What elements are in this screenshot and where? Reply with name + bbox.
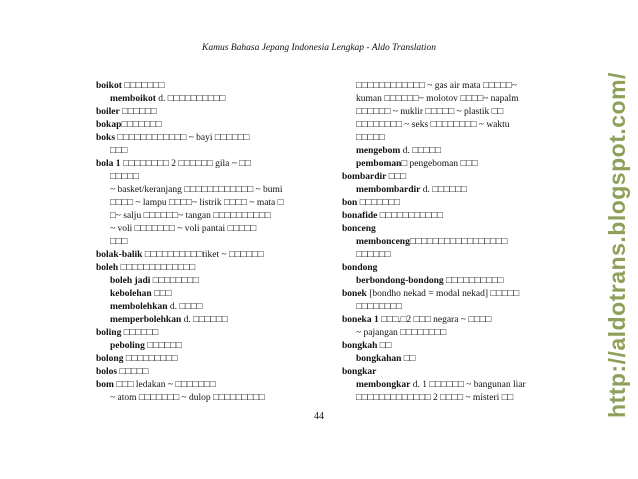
- entry-continuation: [342, 132, 574, 145]
- entry-headword: bolos: [96, 367, 118, 377]
- entry-headword: bonek: [342, 289, 367, 299]
- entry-continuation: [342, 106, 574, 119]
- entry-definition: □□□□□□□□□□□: [377, 211, 443, 221]
- dictionary-entry: [342, 314, 574, 327]
- entry-definition: ~ basket/keranjang □□□□□□□□□□□□ ~ bumi: [110, 185, 283, 195]
- entry-definition: □□□□□□: [119, 107, 157, 117]
- entry-headword: memboikot: [110, 94, 156, 104]
- entry-definition: □□□: [386, 172, 406, 182]
- entry-continuation: [342, 93, 574, 106]
- dictionary-entry: [96, 327, 330, 340]
- entry-definition: □□□: [110, 146, 128, 156]
- entry-definition: □□□□□□ ~ nuklir □□□□□ ~ plastik □□: [356, 107, 504, 117]
- entry-headword: membombardir: [356, 185, 421, 195]
- entry-continuation: [96, 392, 330, 405]
- dictionary-entry: [342, 236, 574, 249]
- dictionary-entry: [96, 379, 330, 392]
- entry-definition: □□: [401, 354, 416, 364]
- entry-continuation: [96, 197, 330, 210]
- entry-headword: bola 1: [96, 159, 121, 169]
- entry-continuation: [342, 119, 574, 132]
- entry-definition: □□□□□□: [356, 250, 391, 260]
- entry-continuation: [96, 210, 330, 223]
- entry-definition: □□: [377, 341, 392, 351]
- entry-headword: boling: [96, 328, 122, 338]
- entry-definition: □□□□ ~ lampu □□□□~ listrik □□□□ ~ mata □: [110, 198, 284, 208]
- dictionary-entry: [96, 301, 330, 314]
- entry-definition: d. □□□□□□: [181, 315, 228, 325]
- entry-definition: □~ salju □□□□□□~ tangan □□□□□□□□□□: [110, 211, 271, 221]
- entry-headword: boiler: [96, 107, 120, 117]
- page-header: Kamus Bahasa Jepang Indonesia Lengkap - Aldo Translation: [202, 43, 436, 53]
- entry-headword: bokap: [96, 120, 122, 130]
- entry-definition: □□□□□□□□□□: [443, 276, 504, 286]
- entry-headword: boikot: [96, 81, 122, 91]
- entry-definition: □□□□□□□□ ~ seks □□□□□□□□ ~ waktu: [356, 120, 510, 130]
- entry-definition: □□□□□□□□□□□□ ~ bayi □□□□□□: [115, 133, 250, 143]
- entry-headword: boleh jadi: [110, 276, 151, 286]
- entry-definition: □□□□□□□□□: [123, 354, 178, 364]
- entry-continuation: [96, 184, 330, 197]
- entry-definition: d. □□□□□: [400, 146, 441, 156]
- dictionary-entry: [96, 353, 330, 366]
- dictionary-entry: [342, 197, 574, 210]
- entry-continuation: [96, 171, 330, 184]
- entry-continuation: [342, 392, 574, 405]
- entry-headword: peboling: [110, 341, 145, 351]
- entry-headword: boks: [96, 133, 116, 143]
- dictionary-entry: [342, 223, 574, 236]
- entry-headword: bolong: [96, 354, 124, 364]
- dictionary-entry: [96, 314, 330, 327]
- entry-headword: boneka 1: [342, 315, 379, 325]
- entry-definition: □□□□□: [356, 133, 385, 143]
- entry-continuation: [96, 223, 330, 236]
- entry-definition: ~ voli □□□□□□□ ~ voli pantai □□□□□: [110, 224, 257, 234]
- entry-continuation: [342, 301, 574, 314]
- dictionary-entry: [342, 210, 574, 223]
- entry-definition: d. □□□□□□□□□□: [155, 94, 226, 104]
- entry-definition: d. □□□□□□: [420, 185, 467, 195]
- entry-definition: □□□□□□□□: [356, 302, 402, 312]
- entry-definition: [bondho nekad = modal nekad] □□□□□: [366, 289, 520, 299]
- dictionary-column-right: [342, 80, 574, 405]
- entry-continuation: [342, 249, 574, 262]
- entry-definition: □□□.□2 □□□ negara ~ □□□□: [378, 315, 492, 325]
- dictionary-column-left: [96, 80, 330, 405]
- entry-continuation: [96, 236, 330, 249]
- entry-definition: □□□□□□□□□□tiket ~ □□□□□□: [142, 250, 264, 260]
- entry-headword: bon: [342, 198, 358, 208]
- entry-headword: bombardir: [342, 172, 387, 182]
- entry-headword: membonceng: [356, 237, 410, 247]
- dictionary-entry: [96, 158, 330, 171]
- dictionary-entry: [342, 158, 574, 171]
- entry-definition: □□□□□□: [121, 328, 159, 338]
- dictionary-entry: [342, 145, 574, 158]
- dictionary-entry: [342, 340, 574, 353]
- dictionary-entry: [342, 171, 574, 184]
- dictionary-entry: [342, 262, 574, 275]
- entry-definition: □□□□□□□□ 2 □□□□□□ gila ~ □□: [120, 159, 251, 169]
- entry-headword: kebolehan: [110, 289, 152, 299]
- entry-definition: □□□ ledakan ~ □□□□□□□: [113, 380, 216, 390]
- entry-definition: □□□□□□□□□□□□□: [118, 263, 196, 273]
- dictionary-entry: [342, 379, 574, 392]
- entry-continuation: [342, 327, 574, 340]
- dictionary-entry: [96, 80, 330, 93]
- entry-headword: membongkar: [356, 380, 411, 390]
- entry-headword: bondong: [342, 263, 378, 273]
- entry-headword: bolak-balik: [96, 250, 143, 260]
- entry-definition: □□□□□: [110, 172, 139, 182]
- entry-continuation: [342, 80, 574, 93]
- dictionary-entry: [96, 132, 330, 145]
- entry-headword: bongkah: [342, 341, 378, 351]
- watermark-url: http://aldotrans.blogspot.com/: [604, 72, 630, 418]
- entry-continuation: [96, 145, 330, 158]
- entry-definition: d. □□□□: [167, 302, 203, 312]
- entry-definition: □□□□□□□□□□□□□□□□□: [409, 237, 508, 247]
- entry-headword: berbondong-bondong: [356, 276, 444, 286]
- entry-headword: membolehkan: [110, 302, 168, 312]
- page-number: 44: [314, 411, 324, 422]
- dictionary-entry: [96, 288, 330, 301]
- entry-definition: kuman □□□□□□~ molotov □□□□~ napalm: [356, 94, 519, 104]
- dictionary-entry: [342, 275, 574, 288]
- entry-definition: □ pengeboman □□□: [401, 159, 478, 169]
- entry-headword: bongkar: [342, 367, 377, 377]
- entry-definition: □□□□□: [117, 367, 149, 377]
- entry-definition: □□□□□□□: [357, 198, 400, 208]
- entry-headword: bonafide: [342, 211, 378, 221]
- entry-definition: ~ atom □□□□□□□ ~ dulop □□□□□□□□□: [110, 393, 265, 403]
- entry-headword: bongkahan: [356, 354, 402, 364]
- dictionary-entry: [96, 340, 330, 353]
- entry-definition: ~ pajangan □□□□□□□□: [356, 328, 447, 338]
- entry-definition: d. 1 □□□□□□ ~ bangunan liar: [410, 380, 526, 390]
- entry-definition: □□□□□□□: [121, 81, 165, 91]
- entry-definition: □□□□□□□: [121, 120, 162, 130]
- entry-headword: pemboman: [356, 159, 402, 169]
- entry-definition: □□□□□□□□□□□□□ 2 □□□□ ~ misteri □□: [356, 393, 514, 403]
- entry-headword: bom: [96, 380, 114, 390]
- entry-headword: boleh: [96, 263, 119, 273]
- entry-definition: □□□□□□□□: [150, 276, 199, 286]
- dictionary-entry: [342, 288, 574, 301]
- dictionary-entry: [96, 262, 330, 275]
- dictionary-entry: [96, 119, 330, 132]
- entry-definition: □□□□□□□□□□□□ ~ gas air mata □□□□□~: [356, 81, 517, 91]
- entry-definition: □□□□□□: [144, 341, 182, 351]
- entry-headword: memperbolehkan: [110, 315, 182, 325]
- dictionary-entry: [96, 106, 330, 119]
- dictionary-entry: [342, 366, 574, 379]
- entry-definition: □□□: [110, 237, 128, 247]
- dictionary-entry: [96, 93, 330, 106]
- entry-headword: mengebom: [356, 146, 401, 156]
- entry-definition: □□□: [151, 289, 172, 299]
- dictionary-entry: [96, 275, 330, 288]
- entry-headword: bonceng: [342, 224, 376, 234]
- dictionary-entry: [342, 353, 574, 366]
- dictionary-entry: [96, 249, 330, 262]
- dictionary-entry: [96, 366, 330, 379]
- dictionary-entry: [342, 184, 574, 197]
